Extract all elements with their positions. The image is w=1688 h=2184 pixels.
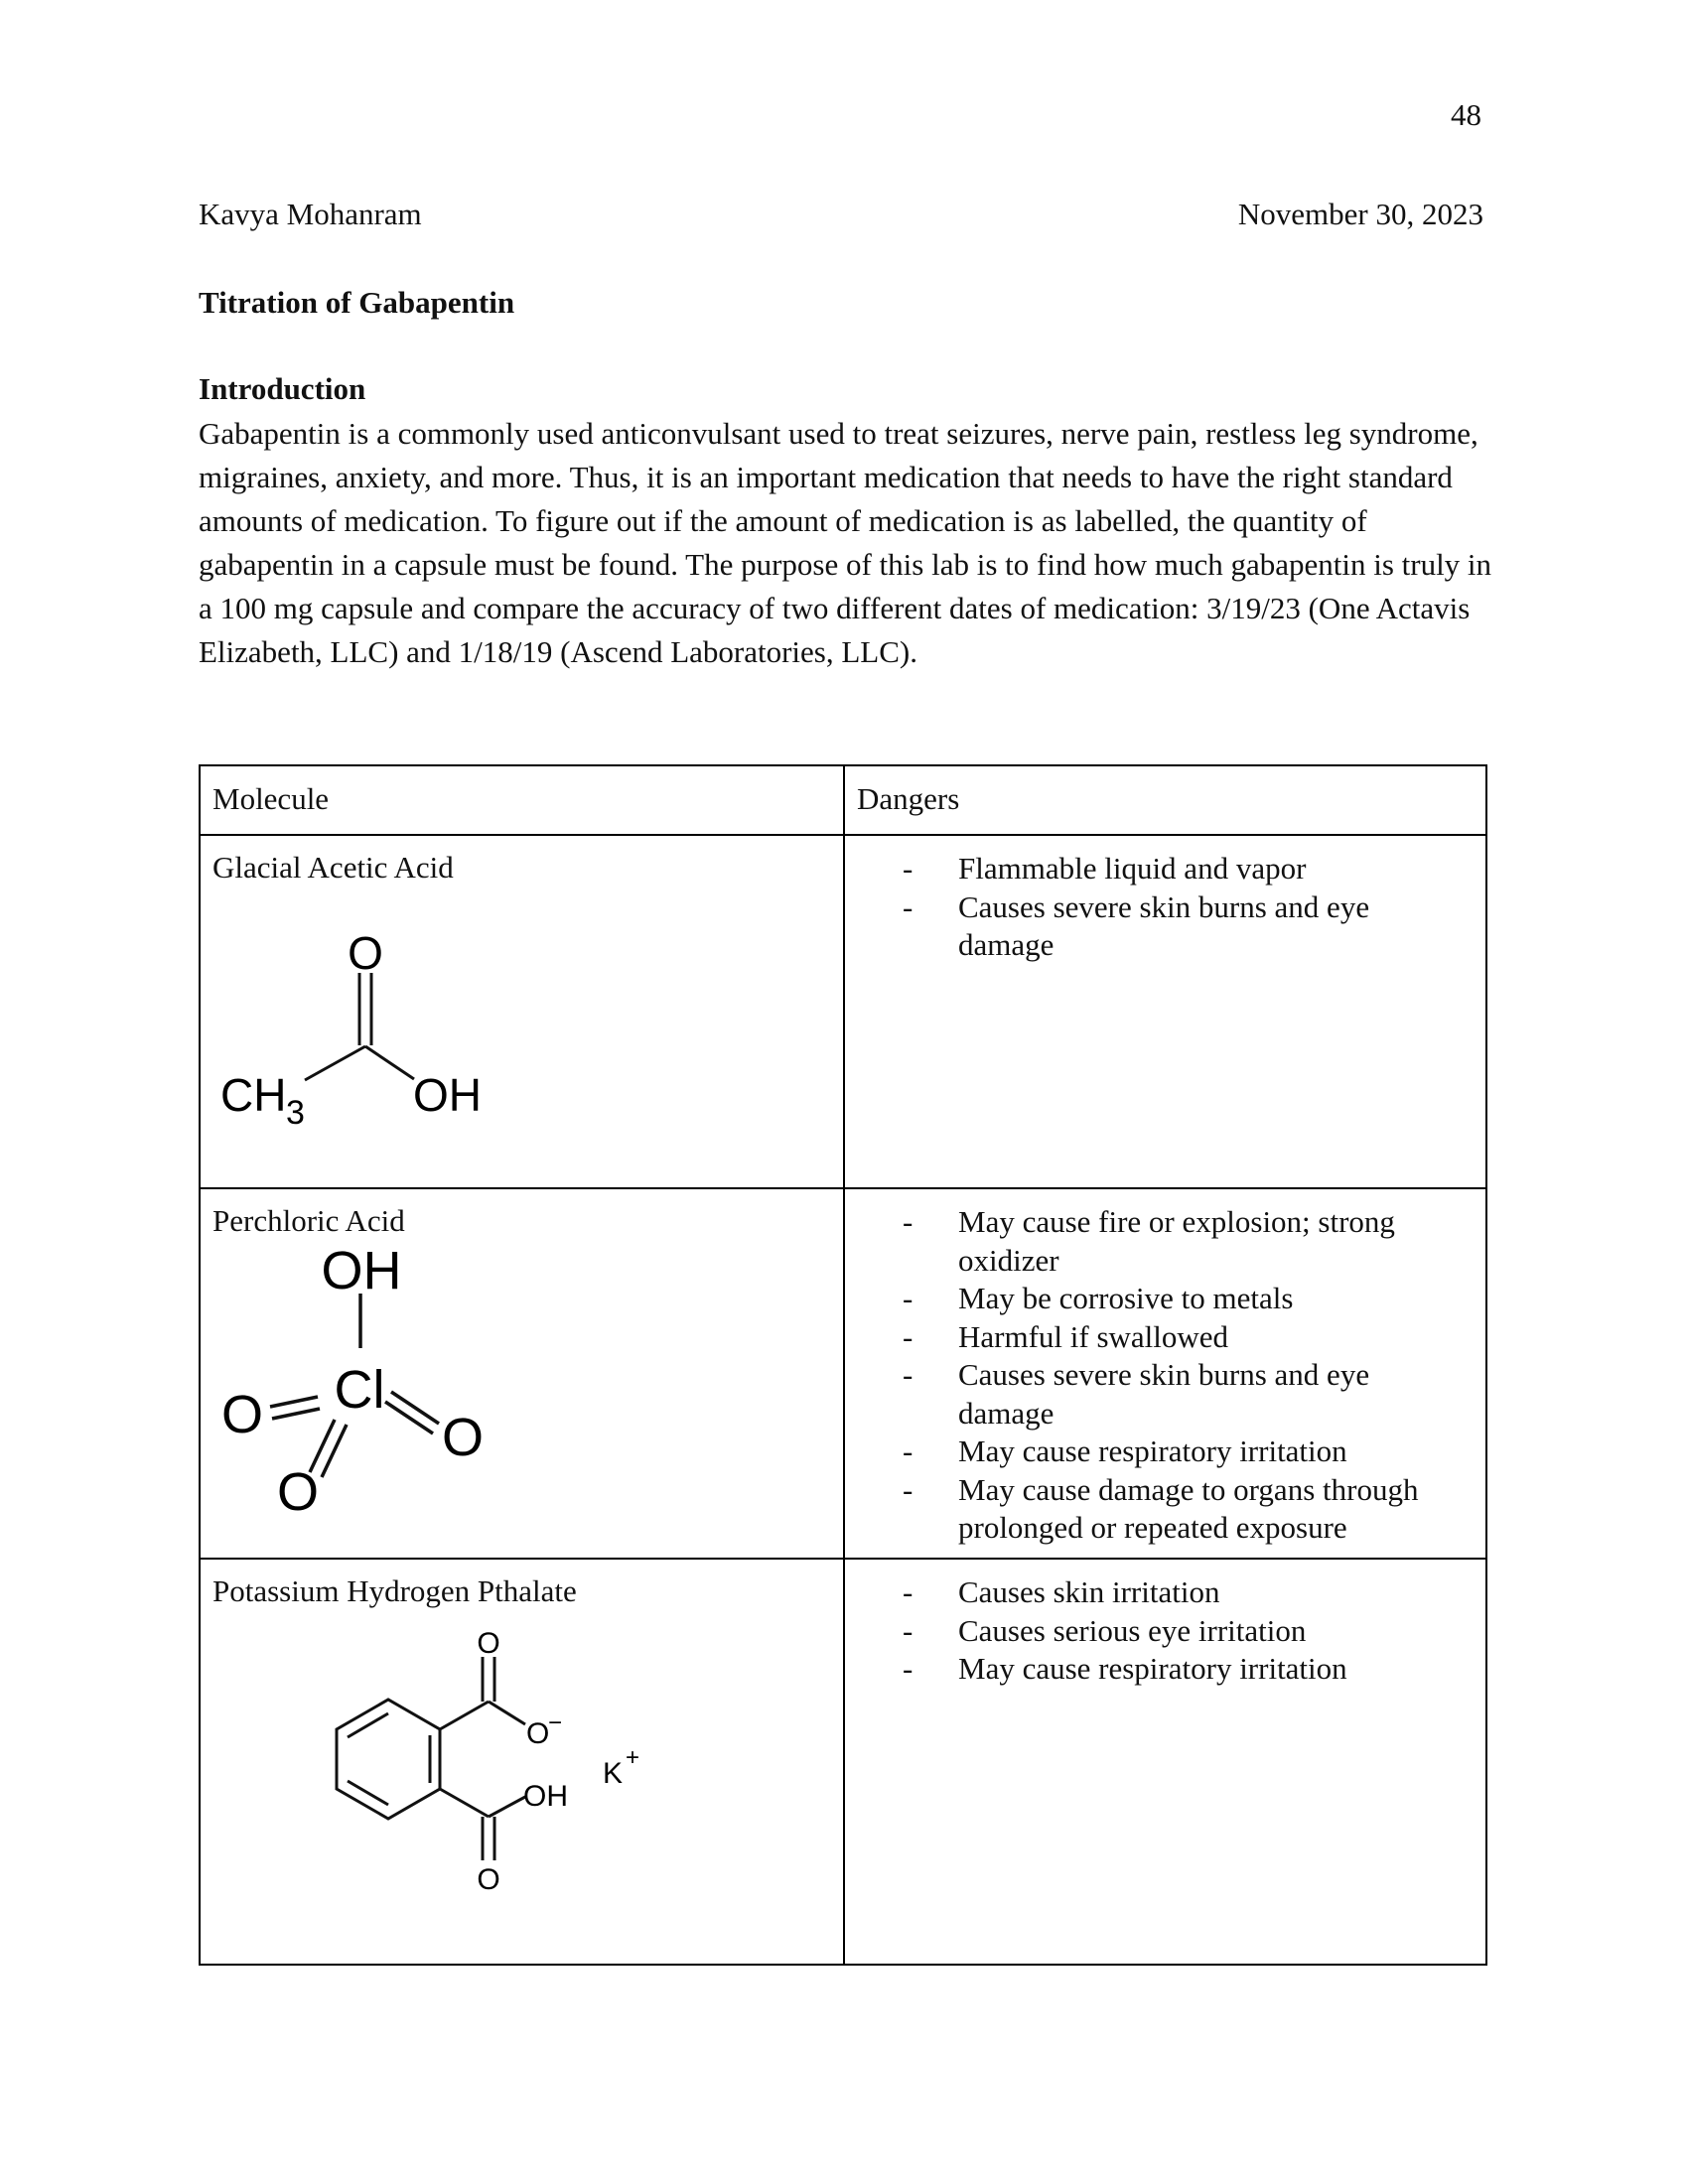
danger-item: - Causes severe skin burns and eye damage <box>903 888 1459 965</box>
oxygen-right-label: O <box>441 1408 485 1467</box>
introduction-heading: Introduction <box>199 371 366 406</box>
document-title: Titration of Gabapentin <box>199 285 515 320</box>
molecule-name: Glacial Acetic Acid <box>212 850 454 885</box>
danger-item: - Causes skin irritation <box>903 1573 1459 1612</box>
methyl-subscript: 3 <box>286 1094 305 1132</box>
danger-item: - Harmful if swallowed <box>903 1318 1459 1357</box>
danger-item: - May cause damage to organs through prolonged or repeated exposure <box>903 1471 1459 1548</box>
table-header-dangers: Dangers <box>857 781 960 816</box>
dangers-cell <box>845 1189 1487 1558</box>
dangers-cell <box>845 836 1487 1187</box>
danger-item: - Flammable liquid and vapor <box>903 850 1459 888</box>
hazards-table <box>199 764 1487 1966</box>
danger-item: - Causes severe skin burns and eye damage <box>903 1356 1459 1433</box>
table-row <box>201 1189 843 1558</box>
hydroxyl-label: OH <box>321 1241 402 1300</box>
acetic-acid-structure <box>201 836 843 1187</box>
perchloric-acid-structure <box>201 1189 843 1558</box>
hydroxyl-label: OH <box>413 1069 482 1121</box>
oxygen-bottom-label: O <box>276 1462 320 1522</box>
molecule-name: Potassium Hydrogen Pthalate <box>212 1573 577 1608</box>
author-name: Kavya Mohanram <box>199 197 422 231</box>
danger-item: - Causes serious eye irritation <box>903 1612 1459 1651</box>
oxygen-top-label: O <box>477 1627 500 1660</box>
document-date: November 30, 2023 <box>1237 197 1483 231</box>
oxygen-bottom-label: O <box>477 1863 500 1896</box>
introduction-body: Gabapentin is a commonly used anticonvulsant used to treat seizures, nerve pain, restless leg syndrome, migraines, anxiety, and more. Thus, it is an important medication that needs to have the right standard amounts of medication. To figure out if the amount of medication is as labelled, the quantity of gabapentin in a capsule must be found. The purpose of this lab is to find how much gabapentin is truly in a 100 mg capsule and compare the accuracy of two different dates of medication: 3/19/23 (One Actavis Elizabeth, LLC) and 1/18/19 (Ascend Laboratories, LLC). <box>199 416 1492 669</box>
table-header-molecule: Molecule <box>212 781 330 816</box>
table-row <box>201 836 843 1187</box>
hydroxyl-label: OH <box>523 1780 568 1813</box>
potassium-label: K <box>603 1757 624 1790</box>
potassium-hydrogen-phthalate-structure <box>201 1560 843 1966</box>
page-number: 48 <box>1451 97 1481 132</box>
oxygen-anion-label: O <box>526 1717 550 1750</box>
danger-item: - May cause fire or explosion; strong oxidizer <box>903 1203 1459 1280</box>
dangers-cell <box>845 1560 1487 1966</box>
danger-item: - May cause respiratory irritation <box>903 1433 1459 1471</box>
table-row <box>201 1560 843 1966</box>
oxygen-label: O <box>348 927 383 979</box>
dangers-list <box>903 850 1459 965</box>
molecule-name: Perchloric Acid <box>212 1203 405 1238</box>
danger-item: - May be corrosive to metals <box>903 1280 1459 1318</box>
methyl-label: CH <box>220 1069 287 1121</box>
dangers-list <box>903 1573 1459 1689</box>
negative-charge: − <box>548 1709 563 1736</box>
dangers-list <box>903 1203 1459 1548</box>
danger-item: - May cause respiratory irritation <box>903 1650 1459 1689</box>
oxygen-left-label: O <box>220 1385 264 1444</box>
positive-charge: + <box>626 1744 640 1771</box>
chlorine-label: Cl <box>334 1360 385 1420</box>
